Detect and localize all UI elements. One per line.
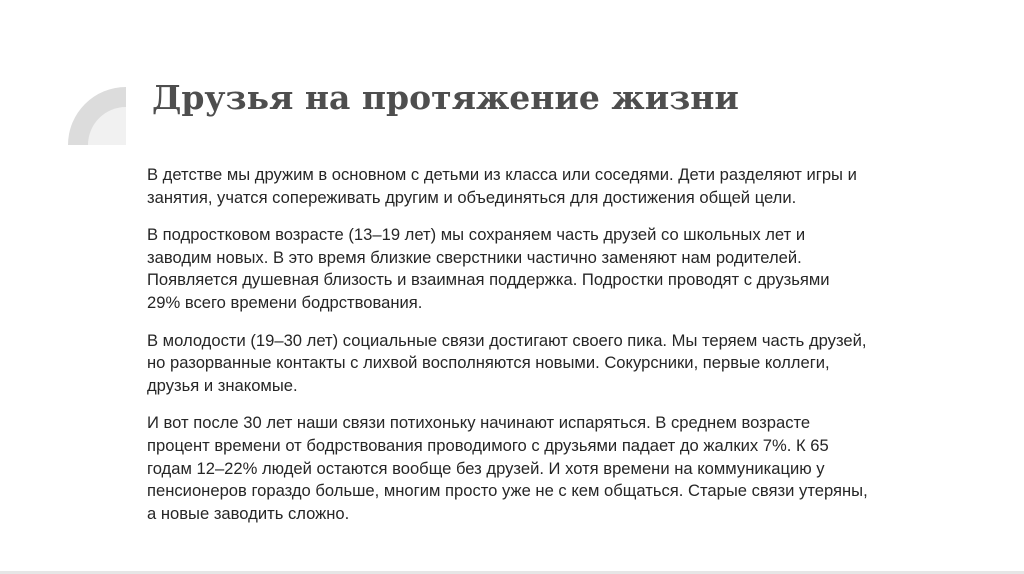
paragraph-childhood: В детстве мы дружим в основном с детьми из класса или соседями. Дети разделяют игры и занятия, учатся сопереживать другим и объединяться для достижения общей цели.	[147, 165, 857, 207]
paragraph-after-thirty: И вот после 30 лет наши связи потихоньку начинают испаряться. В среднем возрасте процент времени от бодрствования проводимого с друзьями падает до жалких 7%. К 65 годам 12–22% людей остаются вообще без друзей. И хотя времени на коммуникацию у пенсионеров гораздо больше, многим просто уже не с кем общаться. Старые связи утеряны, а новые заводить сложно.	[147, 413, 868, 523]
quarter-circle-decoration	[68, 87, 126, 145]
slide-body	[147, 164, 967, 540]
paragraph-adolescence: В подростковом возрасте (13–19 лет) мы сохраняем часть друзей со школьных лет и заводим новых. В это время близкие сверстники частично заменяют нам родителей. Появляется душевная близость и взаимная поддержка. Подростки проводят с друзьями 29% всего времени бодрствования.	[147, 225, 830, 312]
slide-title: Друзья на протяжение жизни	[152, 78, 739, 117]
paragraph-youth: В молодости (19–30 лет) социальные связи достигают своего пика. Мы теряем часть друзей, но разорванные контакты с лихвой восполняются новыми. Сокурсники, первые коллеги, друзья и знакомые.	[147, 330, 867, 395]
